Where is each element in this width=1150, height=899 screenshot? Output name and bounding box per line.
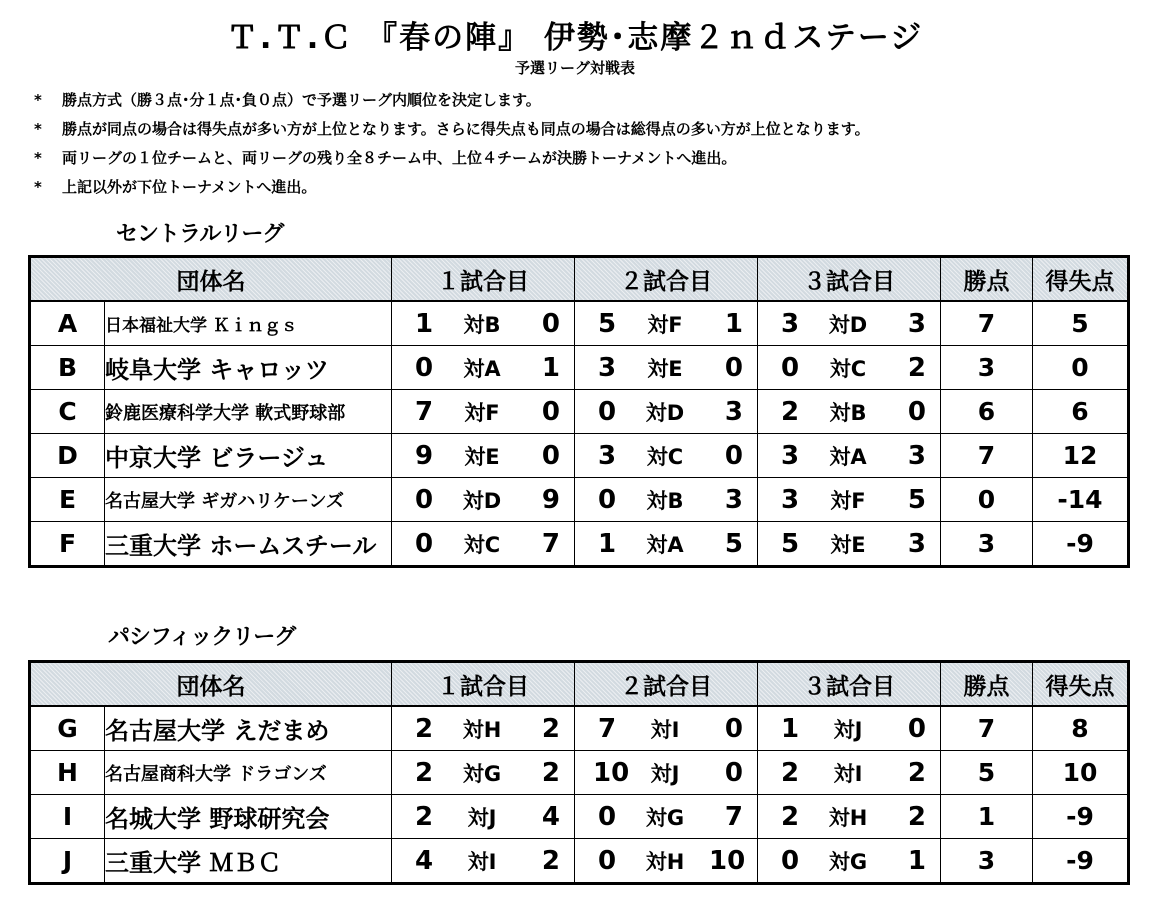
opponent-label: 対J: [467, 805, 497, 830]
goal-diff-cell: -14: [1033, 478, 1129, 522]
own-score: 5: [780, 528, 800, 559]
match-3-cell: [758, 346, 941, 390]
opponent-label: 対D: [828, 312, 868, 337]
opponent-score: 0: [724, 352, 743, 383]
team-name: 名城大学 野球研究会: [105, 795, 392, 839]
own-score: 3: [780, 484, 800, 515]
team-id: J: [30, 839, 105, 884]
team-name: 名古屋商科大学 ドラゴンズ: [105, 751, 392, 795]
own-score: 2: [780, 396, 800, 427]
own-score: 0: [597, 845, 617, 876]
match-1-cell: [392, 434, 575, 478]
team-name: 三重大学 ＭＢＣ: [105, 839, 392, 884]
table-row: [30, 478, 1129, 522]
header-match-2: ２試合目: [575, 257, 758, 302]
opponent-label: 対B: [463, 312, 501, 337]
opponent-label: 対I: [833, 761, 863, 786]
opponent-score: 5: [907, 484, 926, 515]
opponent-score: 2: [907, 801, 926, 832]
own-score: 0: [414, 528, 434, 559]
team-id: G: [30, 706, 105, 751]
match-1-cell: [392, 751, 575, 795]
own-score: 0: [597, 396, 617, 427]
team-id: B: [30, 346, 105, 390]
match-2-cell: [575, 434, 758, 478]
match-1-cell: [392, 795, 575, 839]
opponent-label: 対G: [645, 805, 685, 830]
own-score: 7: [597, 713, 617, 744]
own-score: 3: [597, 352, 617, 383]
opponent-label: 対B: [646, 488, 684, 513]
opponent-score: 0: [907, 396, 926, 427]
pacific-league-table: [28, 660, 1130, 885]
opponent-label: 対G: [828, 849, 868, 874]
opponent-score: 3: [907, 308, 926, 339]
opponent-score: 10: [709, 845, 746, 876]
opponent-score: 1: [907, 845, 926, 876]
own-score: 4: [414, 845, 434, 876]
points-cell: 7: [941, 706, 1033, 751]
opponent-label: 対E: [647, 356, 683, 381]
opponent-score: 3: [907, 528, 926, 559]
note-item: [34, 115, 870, 144]
header-points: 勝点: [941, 662, 1033, 707]
points-cell: 0: [941, 478, 1033, 522]
header-match-1: １試合目: [392, 257, 575, 302]
match-3-cell: [758, 390, 941, 434]
team-id: I: [30, 795, 105, 839]
opponent-label: 対D: [645, 400, 685, 425]
match-2-cell: [575, 390, 758, 434]
opponent-score: 4: [541, 801, 560, 832]
match-3-cell: [758, 478, 941, 522]
team-id: C: [30, 390, 105, 434]
opponent-label: 対A: [829, 444, 867, 469]
own-score: 1: [780, 713, 800, 744]
opponent-label: 対H: [645, 849, 685, 874]
opponent-label: 対I: [650, 717, 680, 742]
own-score: 3: [780, 308, 800, 339]
own-score: 0: [780, 352, 800, 383]
table-row: [30, 795, 1129, 839]
match-2-cell: [575, 795, 758, 839]
goal-diff-cell: 12: [1033, 434, 1129, 478]
opponent-score: 0: [724, 713, 743, 744]
opponent-score: 2: [541, 757, 560, 788]
opponent-label: 対I: [467, 849, 497, 874]
goal-diff-cell: 6: [1033, 390, 1129, 434]
own-score: 2: [780, 757, 800, 788]
goal-diff-cell: -9: [1033, 522, 1129, 567]
own-score: 2: [780, 801, 800, 832]
opponent-label: 対F: [464, 400, 500, 425]
match-3-cell: [758, 522, 941, 567]
match-1-cell: [392, 478, 575, 522]
match-3-cell: [758, 839, 941, 884]
opponent-label: 対J: [833, 717, 863, 742]
central-league-table: [28, 255, 1130, 568]
team-name: 日本福祉大学 Ｋｉｎｇｓ: [105, 301, 392, 346]
match-1-cell: [392, 390, 575, 434]
note-item: [34, 173, 870, 202]
header-match-2: ２試合目: [575, 662, 758, 707]
page-subtitle: 予選リーグ対戦表: [514, 59, 635, 77]
opponent-label: 対C: [646, 444, 684, 469]
own-score: 1: [414, 308, 434, 339]
opponent-score: 2: [907, 352, 926, 383]
pacific-league-title: パシフィックリーグ: [108, 625, 296, 650]
header-goal-diff: 得失点: [1033, 662, 1129, 707]
own-score: 2: [414, 801, 434, 832]
team-name: 三重大学 ホームスチール: [105, 522, 392, 567]
note-text: 勝点が同点の場合は得失点が多い方が上位となります。さらに得失点も同点の場合は総得点の多い方が上位となります。: [62, 120, 870, 138]
goal-diff-cell: 5: [1033, 301, 1129, 346]
own-score: 7: [414, 396, 434, 427]
own-score: 3: [780, 440, 800, 471]
table-row: [30, 390, 1129, 434]
opponent-score: 1: [541, 352, 560, 383]
team-name: 名古屋大学 ギガハリケーンズ: [105, 478, 392, 522]
own-score: 3: [597, 440, 617, 471]
header-match-3: ３試合目: [758, 257, 941, 302]
match-3-cell: [758, 706, 941, 751]
opponent-label: 対E: [830, 532, 866, 557]
table-row: [30, 706, 1129, 751]
note-mark: *: [34, 178, 42, 196]
own-score: 0: [780, 845, 800, 876]
points-cell: 5: [941, 751, 1033, 795]
team-id: F: [30, 522, 105, 567]
table-row: [30, 434, 1129, 478]
opponent-score: 7: [724, 801, 743, 832]
opponent-label: 対E: [464, 444, 500, 469]
opponent-label: 対H: [462, 717, 502, 742]
note-mark: *: [34, 91, 42, 109]
note-item: [34, 144, 870, 173]
team-id: D: [30, 434, 105, 478]
central-league-title: セントラルリーグ: [116, 222, 284, 247]
match-3-cell: [758, 301, 941, 346]
own-score: 9: [414, 440, 434, 471]
match-1-cell: [392, 839, 575, 884]
table-header-row: [30, 662, 1129, 707]
points-cell: 3: [941, 839, 1033, 884]
table-header-row: [30, 257, 1129, 302]
match-2-cell: [575, 839, 758, 884]
table-row: [30, 751, 1129, 795]
own-score: 2: [414, 713, 434, 744]
header-match-3: ３試合目: [758, 662, 941, 707]
opponent-label: 対D: [462, 488, 502, 513]
goal-diff-cell: -9: [1033, 839, 1129, 884]
opponent-label: 対B: [829, 400, 867, 425]
match-2-cell: [575, 346, 758, 390]
opponent-score: 2: [541, 713, 560, 744]
note-text: 両リーグの１位チームと、両リーグの残り全８チーム中、上位４チームが決勝トーナメントへ進出。: [62, 149, 737, 167]
header-team: 団体名: [30, 257, 392, 302]
opponent-label: 対H: [828, 805, 868, 830]
team-id: A: [30, 301, 105, 346]
goal-diff-cell: 0: [1033, 346, 1129, 390]
opponent-score: 0: [541, 308, 560, 339]
goal-diff-cell: 10: [1033, 751, 1129, 795]
own-score: 2: [414, 757, 434, 788]
table-row: [30, 839, 1129, 884]
opponent-score: 2: [907, 757, 926, 788]
own-score: 10: [593, 757, 630, 788]
own-score: 5: [597, 308, 617, 339]
points-cell: 6: [941, 390, 1033, 434]
opponent-score: 9: [541, 484, 560, 515]
notes-list: [34, 86, 870, 202]
match-2-cell: [575, 301, 758, 346]
page-title: Ｔ.Ｔ.Ｃ 『春の陣』 伊勢･志摩２ｎｄステージ: [226, 20, 924, 56]
opponent-label: 対F: [647, 312, 683, 337]
opponent-score: 0: [724, 757, 743, 788]
points-cell: 3: [941, 522, 1033, 567]
table-row: [30, 346, 1129, 390]
points-cell: 3: [941, 346, 1033, 390]
opponent-label: 対C: [829, 356, 867, 381]
note-item: [34, 86, 870, 115]
note-mark: *: [34, 149, 42, 167]
opponent-label: 対A: [463, 356, 501, 381]
opponent-label: 対G: [462, 761, 502, 786]
match-1-cell: [392, 706, 575, 751]
match-3-cell: [758, 434, 941, 478]
match-2-cell: [575, 478, 758, 522]
own-score: 1: [597, 528, 617, 559]
match-2-cell: [575, 706, 758, 751]
opponent-score: 1: [724, 308, 743, 339]
opponent-score: 2: [541, 845, 560, 876]
note-mark: *: [34, 120, 42, 138]
note-text: 勝点方式（勝３点･分１点･負０点）で予選リーグ内順位を決定します。: [62, 91, 541, 109]
team-name: 岐阜大学 キャロッツ: [105, 346, 392, 390]
opponent-score: 3: [724, 484, 743, 515]
opponent-score: 5: [724, 528, 743, 559]
opponent-label: 対C: [463, 532, 501, 557]
own-score: 0: [414, 352, 434, 383]
match-3-cell: [758, 751, 941, 795]
match-3-cell: [758, 795, 941, 839]
points-cell: 7: [941, 301, 1033, 346]
opponent-score: 7: [541, 528, 560, 559]
opponent-score: 0: [907, 713, 926, 744]
opponent-label: 対F: [830, 488, 866, 513]
match-2-cell: [575, 522, 758, 567]
opponent-score: 3: [724, 396, 743, 427]
team-name: 名古屋大学 えだまめ: [105, 706, 392, 751]
match-1-cell: [392, 522, 575, 567]
opponent-score: 0: [724, 440, 743, 471]
match-1-cell: [392, 301, 575, 346]
goal-diff-cell: -9: [1033, 795, 1129, 839]
header-match-1: １試合目: [392, 662, 575, 707]
team-id: E: [30, 478, 105, 522]
opponent-label: 対J: [650, 761, 680, 786]
match-1-cell: [392, 346, 575, 390]
own-score: 0: [597, 801, 617, 832]
table-row: [30, 301, 1129, 346]
match-2-cell: [575, 751, 758, 795]
goal-diff-cell: 8: [1033, 706, 1129, 751]
opponent-score: 3: [907, 440, 926, 471]
points-cell: 7: [941, 434, 1033, 478]
opponent-score: 0: [541, 396, 560, 427]
team-name: 鈴鹿医療科学大学 軟式野球部: [105, 390, 392, 434]
opponent-score: 0: [541, 440, 560, 471]
table-row: [30, 522, 1129, 567]
team-name: 中京大学 ビラージュ: [105, 434, 392, 478]
points-cell: 1: [941, 795, 1033, 839]
header-points: 勝点: [941, 257, 1033, 302]
team-id: H: [30, 751, 105, 795]
header-team: 団体名: [30, 662, 392, 707]
note-text: 上記以外が下位トーナメントへ進出。: [62, 178, 317, 196]
header-goal-diff: 得失点: [1033, 257, 1129, 302]
own-score: 0: [414, 484, 434, 515]
opponent-label: 対A: [646, 532, 684, 557]
own-score: 0: [597, 484, 617, 515]
